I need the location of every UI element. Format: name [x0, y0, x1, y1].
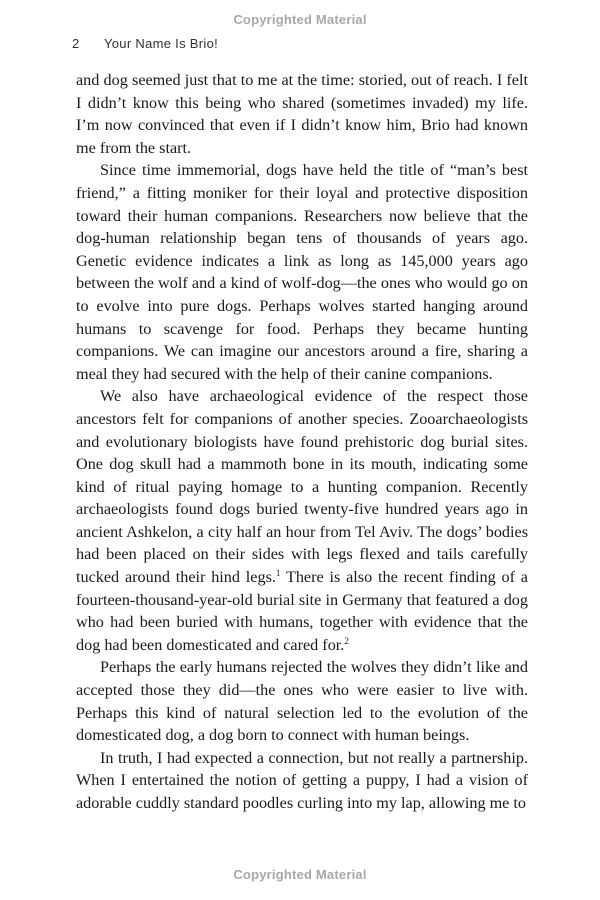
footnote-ref-1: 1	[275, 568, 281, 579]
paragraph-2: Since time immemorial, dogs have held the title of “man’s best friend,” a fitting moniker for their loyal and protective disposition toward their human companions. Researchers now believe that the dog-human relationship began tens of thousands of years ago. Genetic evidence indicates a link as long as 145,000 years ago between the wolf and a kind of wolf-dog—the ones who would go on to evolve into pure dogs. Perhaps wolves started hanging around humans to scavenge for food. Perhaps they became hunting companions. We can imagine our ancestors around a fire, sharing a meal they had secured with the help of their canine companions.	[76, 161, 528, 383]
watermark-bottom: Copyrighted Material	[233, 867, 367, 882]
running-head	[72, 36, 218, 51]
paragraph-4: Perhaps the early humans rejected the wolves they didn’t like and accepted those they did—the ones who were easier to live with. Perhaps this kind of natural selection led to the evolution of the domesticated dog, a dog born to connect with human beings.	[76, 658, 528, 745]
paragraph-3	[76, 385, 528, 656]
body-text	[76, 69, 528, 815]
paragraph-3-text-a: We also have archaeological evidence of the respect those ancestors felt for companions of another species. Zooarchaeologists and evolutionary biologists have found prehistoric dog burial sites. One dog skull had a mammoth bone in its mouth, indicating some kind of ritual paying homage to a hunting companion. Recently archaeologists found dogs buried twenty-five hundred years ago in ancient Ashkelon, a city half an hour from Tel Aviv. The dogs’ bodies had been placed on their sides with legs flexed and tails carefully tucked around their hind legs.	[76, 387, 528, 587]
running-title: Your Name Is Brio!	[104, 36, 219, 51]
paragraph-5: In truth, I had expected a connection, but not really a partnership. When I entertained the notion of getting a puppy, I had a vision of adorable cuddly standard poodles curling into my lap, allowing me to	[76, 748, 528, 812]
watermark-top: Copyrighted Material	[233, 12, 367, 27]
page-number: 2	[72, 36, 80, 51]
paragraph-1: and dog seemed just that to me at the time: storied, out of reach. I felt I didn’t know this being who shared (sometimes invaded) my life. I’m now convinced that even if I didn’t know him, Brio had known me from the start.	[76, 71, 528, 157]
footnote-ref-2: 2	[344, 635, 349, 646]
paragraph-3-text-b: There is also the recent finding of a fourteen-thousand-year-old burial site in Germany that featured a dog who had been buried with humans, together with evidence that the dog had been domesticated and cared for.	[76, 568, 528, 654]
